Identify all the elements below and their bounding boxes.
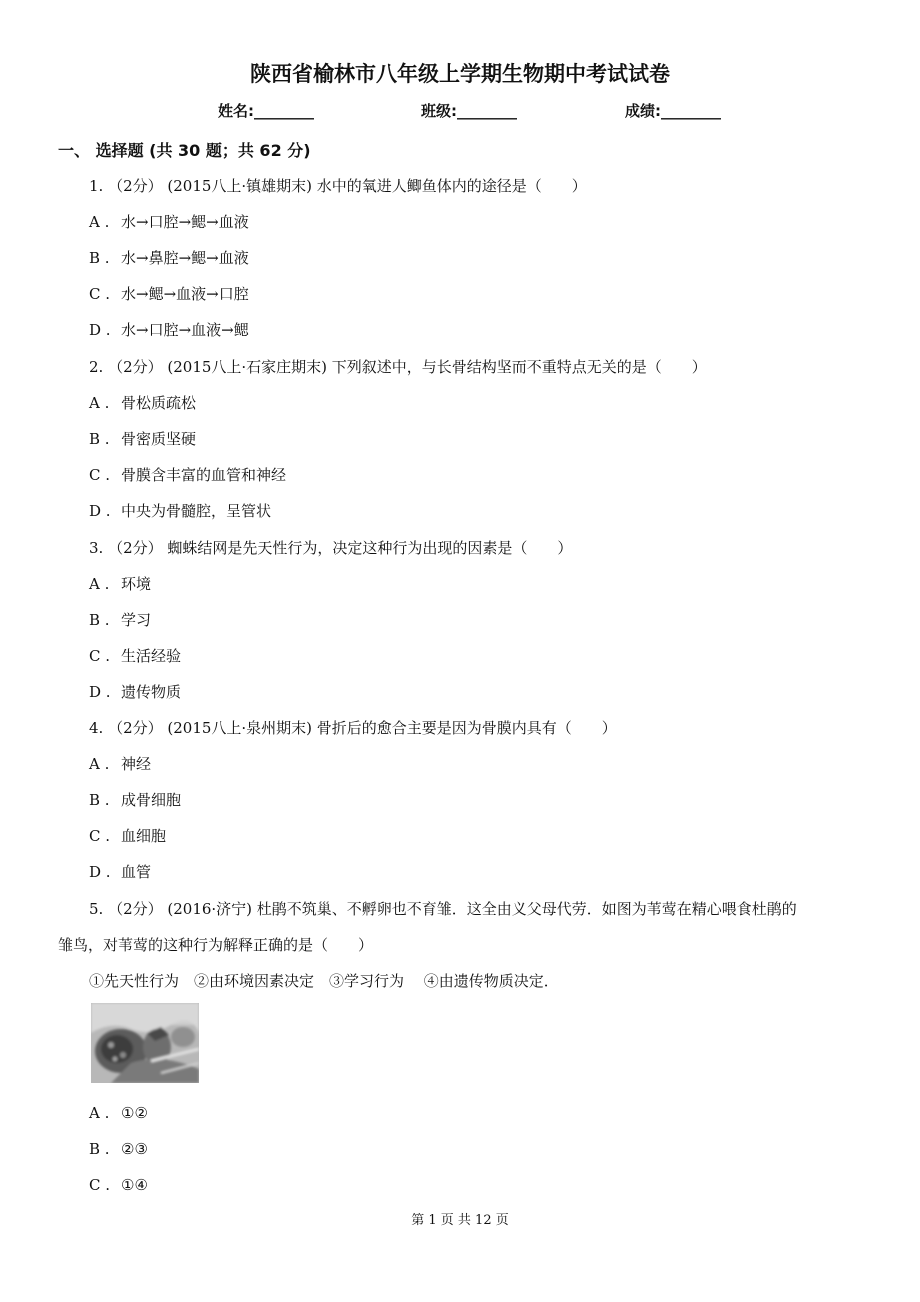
option-label: C . [89, 466, 111, 484]
option-3a [89, 573, 151, 594]
option-text: 血管 [121, 863, 152, 881]
option-4a [89, 753, 151, 774]
exam-title: 陕西省榆林市八年级上学期生物期中考试试卷 [250, 62, 670, 86]
option-text: 中央为骨髓腔，呈管状 [121, 502, 272, 520]
option-label: A . [89, 1104, 110, 1122]
option-text: 骨膜含丰富的血管和神经 [121, 466, 287, 484]
option-1d [89, 319, 249, 340]
option-1c [89, 283, 249, 304]
option-4c [89, 825, 166, 846]
option-label: A . [89, 575, 110, 593]
option-text: ①④ [121, 1176, 148, 1194]
option-4b [89, 789, 181, 810]
option-text: 水→鳃→血液→口腔 [121, 285, 249, 303]
option-label: C . [89, 285, 111, 303]
option-text: 成骨细胞 [121, 791, 182, 809]
option-2c [89, 464, 286, 485]
question-3: 3. （2分） 蜘蛛结网是先天性行为，决定这种行为出现的因素是（ ） [89, 539, 573, 557]
option-5c [89, 1176, 148, 1194]
class-field: 班级:________ [421, 102, 517, 120]
option-text: ②③ [121, 1140, 148, 1158]
option-2d [89, 500, 271, 521]
option-text: 血细胞 [121, 827, 167, 845]
option-4d [89, 861, 151, 882]
option-text: 遗传物质 [121, 683, 182, 701]
option-1a [89, 211, 249, 232]
option-5a [89, 1104, 148, 1122]
option-text: 环境 [121, 575, 152, 593]
option-text: ①② [121, 1104, 148, 1122]
option-text: 生活经验 [121, 647, 182, 665]
question-5-statements: ①先天性行为 ②由环境因素决定 ③学习行为 ④由遗传物质决定． [89, 972, 559, 990]
option-label: B . [89, 1140, 110, 1158]
option-label: D . [89, 502, 111, 520]
option-2b [89, 428, 196, 449]
option-label: B . [89, 611, 110, 629]
question-4: 4. （2分） (2015八上·泉州期末) 骨折后的愈合主要是因为骨膜内具有（ ） [89, 719, 617, 737]
option-label: A . [89, 394, 110, 412]
option-2a [89, 392, 196, 413]
option-text: 学习 [121, 611, 152, 629]
question-5: 5. （2分） (2016·济宁) 杜鹃不筑巢、不孵卵也不育雏．这全由义父母代劳．如图为苇莺在精心喂食杜鹃的 [89, 900, 797, 918]
option-label: B . [89, 249, 110, 267]
option-3d [89, 681, 181, 702]
option-label: D . [89, 321, 111, 339]
reed-warbler-feeding-cuckoo-photo [91, 1003, 199, 1083]
option-label: A . [89, 213, 110, 231]
score-field: 成绩:________ [625, 102, 721, 120]
option-text: 骨密质坚硬 [121, 430, 197, 448]
option-5b [89, 1140, 148, 1158]
question-5-line2: 雏鸟，对苇莺的这种行为解释正确的是（ ） [58, 936, 374, 954]
option-label: B . [89, 791, 110, 809]
name-field: 姓名:________ [218, 102, 314, 120]
option-3c [89, 645, 181, 666]
option-text: 水→鼻腔→鳃→血液 [121, 249, 249, 267]
option-1b [89, 247, 249, 268]
option-label: B . [89, 430, 110, 448]
option-text: 骨松质疏松 [121, 394, 197, 412]
option-3b [89, 609, 151, 630]
option-text: 神经 [121, 755, 152, 773]
option-label: C . [89, 1176, 111, 1194]
option-text: 水→口腔→血液→鳃 [121, 321, 249, 339]
page-footer: 第 1 页 共 12 页 [411, 1213, 509, 1228]
question-2: 2. （2分） (2015八上·石家庄期末) 下列叙述中，与长骨结构坚而不重特点无关的是（ ） [89, 358, 707, 376]
section-heading: 一、 选择题 (共 30 题；共 62 分) [58, 141, 311, 160]
option-label: A . [89, 755, 110, 773]
option-text: 水→口腔→鳃→血液 [121, 213, 249, 231]
option-label: D . [89, 683, 111, 701]
option-label: D . [89, 863, 111, 881]
option-label: C . [89, 647, 111, 665]
option-label: C . [89, 827, 111, 845]
question-1: 1. （2分） (2015八上·镇雄期末) 水中的氧进人鲫鱼体内的途径是（ ） [89, 177, 587, 195]
